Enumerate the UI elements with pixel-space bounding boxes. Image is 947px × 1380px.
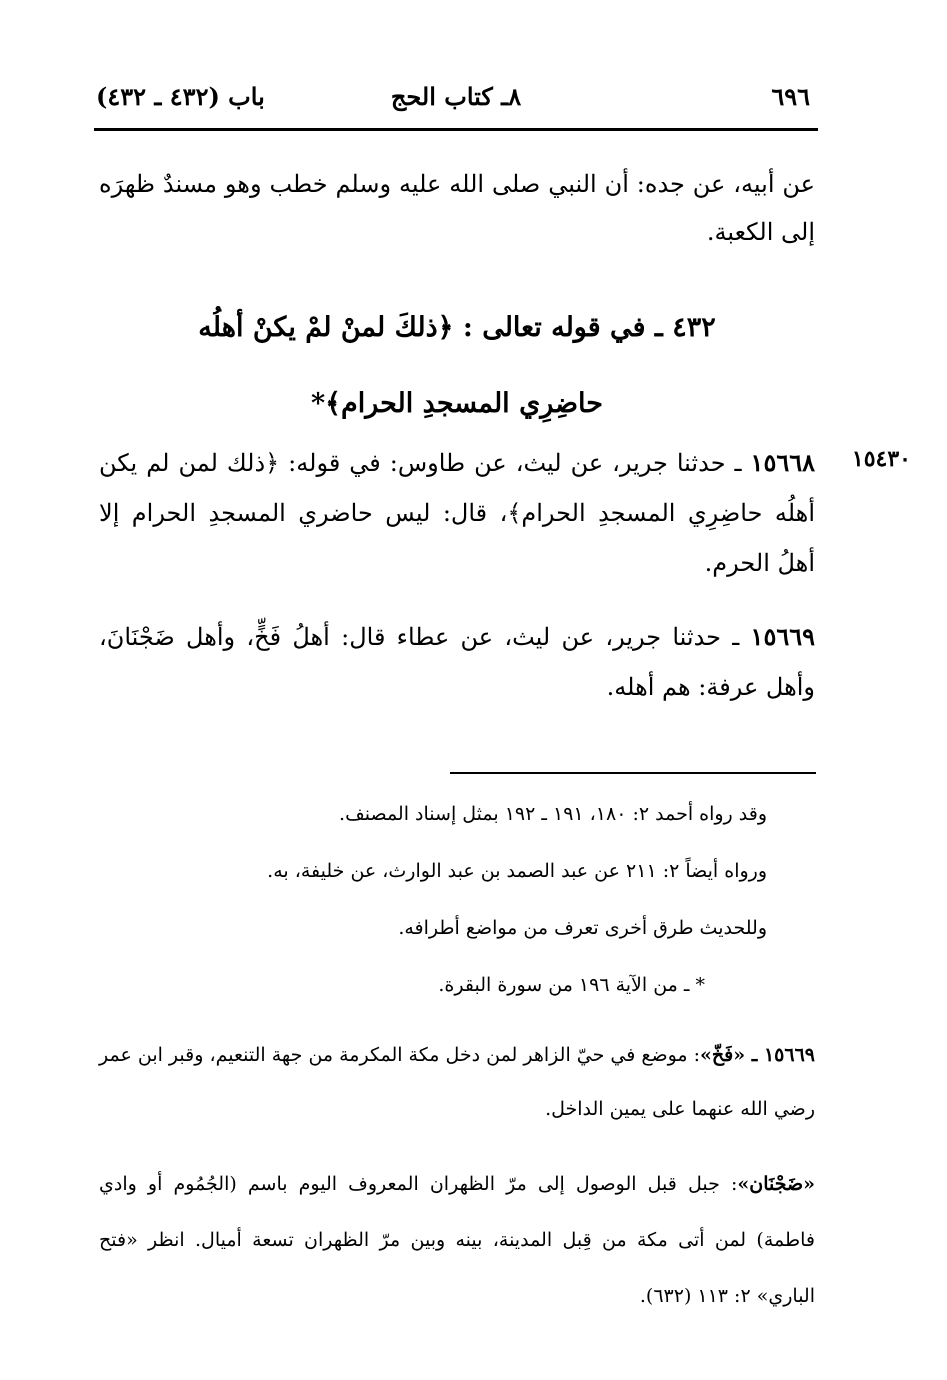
margin-number: ١٥٤٣٠ <box>851 446 911 472</box>
footnote-line: وقد رواه أحمد ٢: ١٨٠، ١٩١ ـ ١٩٢ بمثل إسناد المصنف. <box>339 803 767 825</box>
intro-paragraph: عن أبيه، عن جده: أن النبي صلى الله عليه وسلم خطب وهو مسندٌ ظهرَه إلى الكعبة. <box>99 170 815 246</box>
footnote-text: : موضع في حيّ الزاهر لمن دخل مكة المكرمة من جهة التنعيم، وقبر ابن عمر رضي الله عنهما على يمين الداخل. <box>99 1044 815 1120</box>
chapter-range: باب (٤٣٢ ـ ٤٣٢) <box>96 82 265 111</box>
footnote-separator <box>450 772 816 774</box>
hadith-15669 <box>99 612 815 712</box>
footnotes <box>99 800 815 1344</box>
footnote-line: ورواه أيضاً ٢: ٢١١ عن عبد الصمد بن عبد الوارث، عن خليفة، به. <box>267 860 767 882</box>
footnote-term: ـ «فَخّ» <box>700 1044 764 1066</box>
header-rule <box>94 128 818 131</box>
hadith-text: ـ حدثنا جرير، عن ليث، عن طاوس: في قوله: ﴿ذلك لمن لم يكن أهلُه حاضِرِي المسجدِ الحرام﴾، قال: ليس حاضري المسجدِ الحرام إلا أهلُ الحرم. <box>99 449 815 577</box>
page-number: ٦٩٦ <box>771 82 810 111</box>
footnote-term: «ضَجْنَان» <box>737 1173 815 1195</box>
hadith-number: ١٥٦٦٩ <box>750 622 815 651</box>
chapter-heading-line-1: ٤٣٢ ـ في قوله تعالى : ﴿ذلكَ لمنْ لمْ يكنْ أهلُه <box>198 312 716 343</box>
footnote-line: وللحديث طرق أخرى تعرف من مواضع أطرافه. <box>398 917 767 939</box>
chapter-heading-line-2: حاضِرِي المسجدِ الحرام﴾* <box>311 388 603 419</box>
hadith-text: ـ حدثنا جرير، عن ليث، عن عطاء قال: أهلُ فَخٍّ، وأهل ضَجْنَانَ، وأهل عرفة: هم أهله. <box>99 623 815 701</box>
footnote-text: : جبل قبل الوصول إلى مرّ الظهران المعروف اليوم باسم (الجُمُوم أو وادي فاطمة) لمن أتى مكة من قِبل المدينة، بينه وبين مرّ الظهران تسعة أميال. انظر «فتح الباري» ٢: ١١٣ (٦٣٢). <box>99 1173 815 1307</box>
hadith-15668 <box>99 438 815 588</box>
book-title: ٨ـ كتاب الحج <box>390 82 522 111</box>
footnote-verse-reference: * ـ من الآية ١٩٦ من سورة البقرة. <box>438 974 705 996</box>
footnote-number: ١٥٦٦٩ <box>763 1044 815 1066</box>
page-header <box>94 82 818 118</box>
footnote-dajnan <box>99 1156 815 1324</box>
hadith-number: ١٥٦٦٨ <box>750 448 815 477</box>
footnote-fakh <box>99 1028 815 1136</box>
chapter-heading <box>99 290 815 442</box>
